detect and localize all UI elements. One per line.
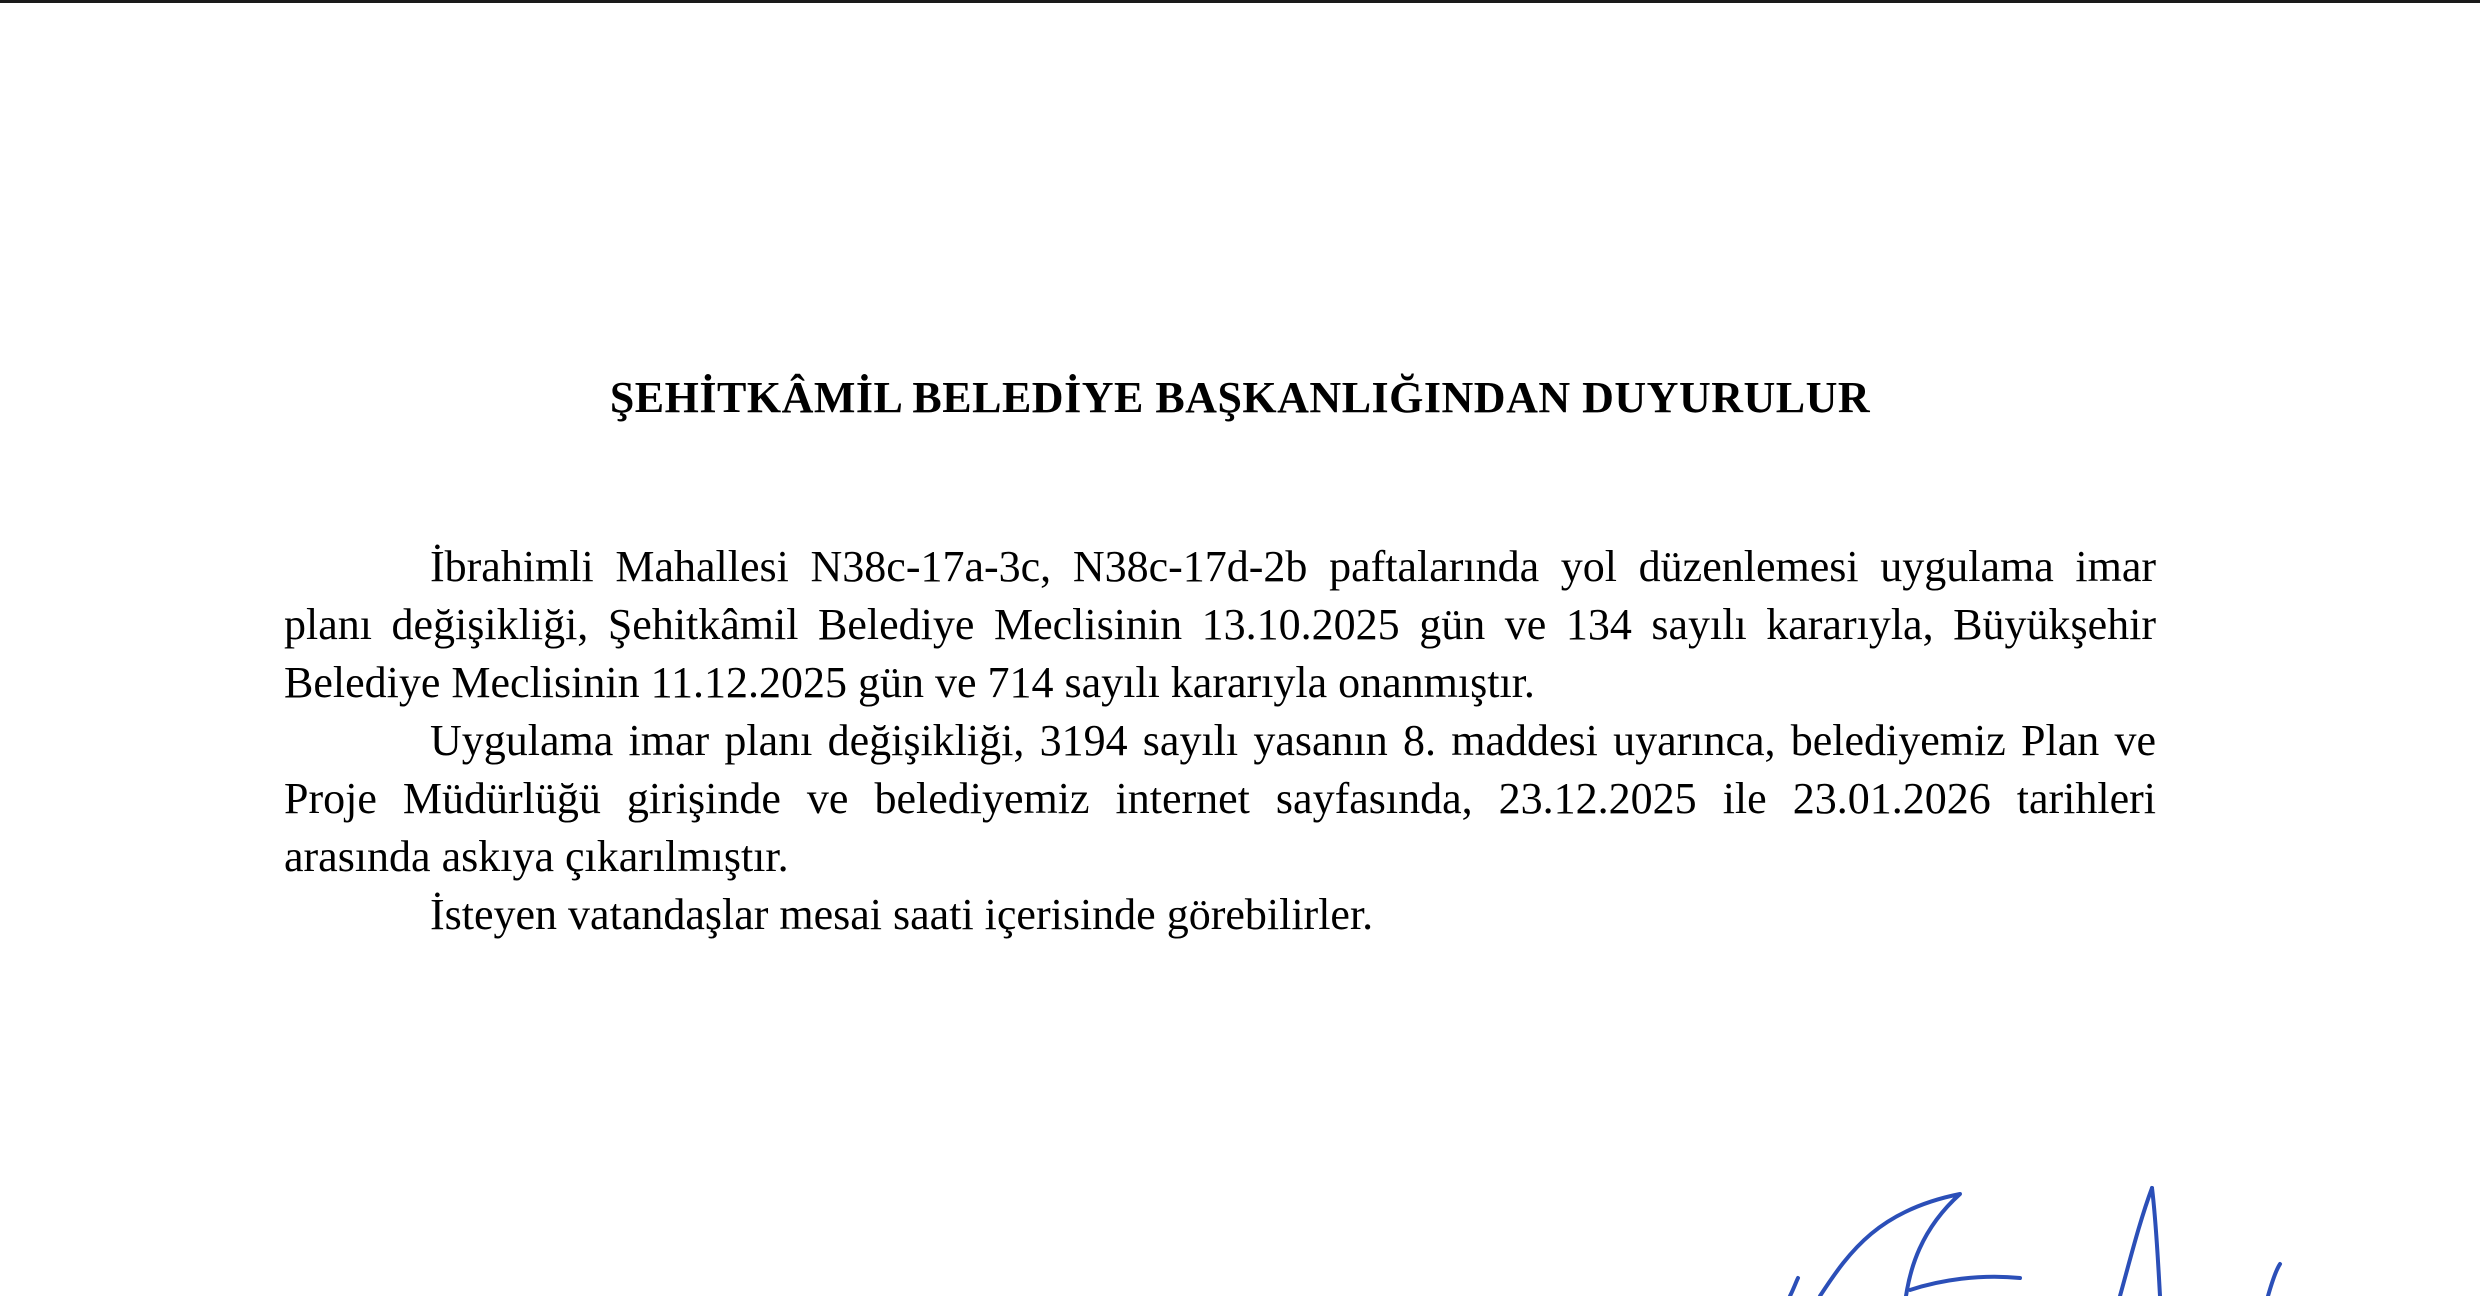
announcement-title: ŞEHİTKÂMİL BELEDİYE BAŞKANLIĞINDAN DUYURULUR [609, 373, 1871, 422]
handwritten-signature [1760, 1170, 2320, 1296]
paragraph-citizens-notice: İsteyen vatandaşlar mesai saati içerisinde görebilirler. [430, 890, 1374, 939]
paragraph-plan-approval: İbrahimli Mahallesi N38c-17a-3c, N38c-17d-2b paftalarında yol düzenlemesi uygulama imar planı değişikliği, Şehitkâmil Belediye Meclisinin 13.10.2025 gün ve 134 sayılı kararıyla, Büyükşehir Belediye Meclisinin 11.12.2025 gün ve 714 sayılı kararıyla onanmıştır. [284, 542, 2156, 707]
top-border [0, 0, 2480, 3]
paragraph-public-display: Uygulama imar planı değişikliği, 3194 sayılı yasanın 8. maddesi uyarınca, belediyemiz Plan ve Proje Müdürlüğü girişinde ve belediyemiz internet sayfasında, 23.12.2025 ile 23.01.2026 tarihleri arasında askıya çıkarılmıştır. [284, 716, 2156, 881]
announcement-body [284, 538, 2156, 944]
